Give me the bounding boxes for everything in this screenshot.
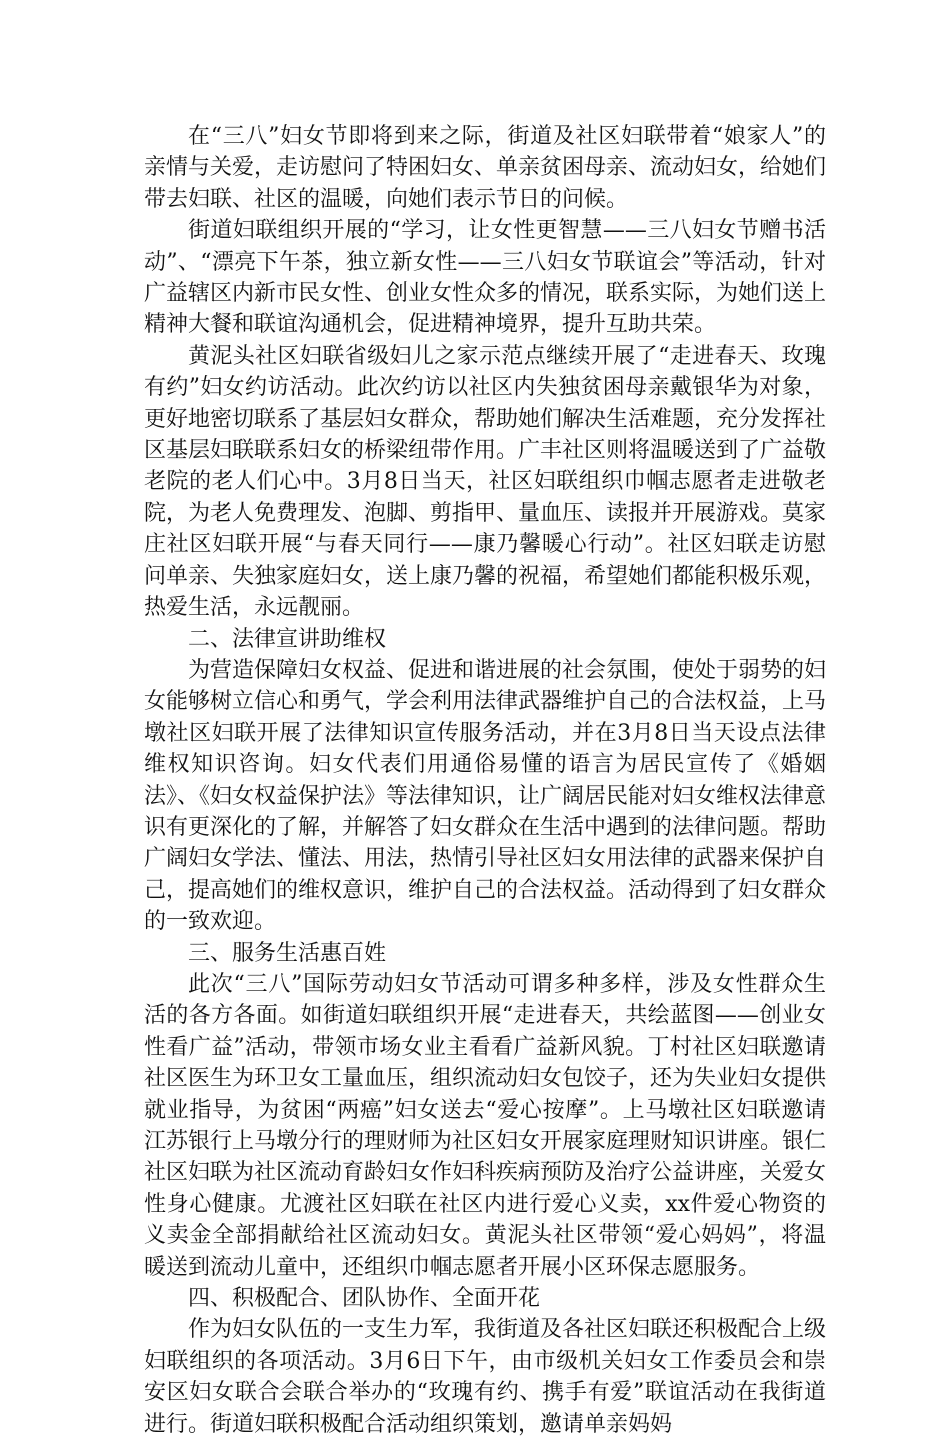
- section-heading-services: 三、服务生活惠百姓: [188, 940, 387, 966]
- document-body: [144, 121, 826, 1440]
- section-heading-cooperation: 四、积极配合、团队协作、全面开花: [188, 1286, 541, 1312]
- paragraph-womens-day-visits: 在“三八”妇女节即将到来之际，街道及社区妇联带着“娘家人”的亲情与关爱，走访慰问了特困妇女、单亲贫困母亲、流动妇女，给她们带去妇联、社区的温暖，向她们表示节日的问候。: [144, 124, 827, 212]
- paragraph-subdistrict-activities: 街道妇联组织开展的“学习，让女性更智慧——三八妇女节赠书活动”、“漂亮下午茶，独立新女性——三八妇女节联谊会”等活动，针对广益辖区内新市民女性、创业女性众多的情况，联系实际，为她们送上精神大餐和联谊沟通机会，促进精神境界，提升互助共荣。: [144, 218, 827, 338]
- paragraph-life-services: 此次“三八”国际劳动妇女节活动可谓多种多样，涉及女性群众生活的各方各面。如街道妇联组织开展“走进春天，共绘蓝图——创业女性看广益”活动，带领市场女业主看看广益新风貌。丁村社区妇联邀请社区医生为环卫女工量血压，组织流动妇女包饺子，还为失业妇女提供就业指导，为贫困“两癌”妇女送去“爱心按摩”。上马墩社区妇联邀请江苏银行上马墩分行的理财师为社区妇女开展家庭理财知识讲座。银仁社区妇联为社区流动育龄妇女作妇科疾病预防及治疗公益讲座，关爱女性身心健康。尤渡社区妇联在社区内进行爱心义卖，xx件爱心物资的义卖金全部捐献给社区流动妇女。黄泥头社区带领“爱心妈妈”，将温暖送到流动儿童中，还组织巾帼志愿者开展小区环保志愿服务。: [144, 971, 827, 1280]
- paragraph-cooperation: 作为妇女队伍的一支生力军，我街道及各社区妇联还积极配合上级妇联组织的各项活动。3月6日下午，由市级机关妇女工作委员会和崇安区妇女联合会联合举办的“玫瑰有约、携手有爱”联谊活动在我街道进行。街道妇联积极配合活动组织策划，邀请单亲妈妈: [144, 1317, 827, 1437]
- paragraph-community-activities: 黄泥头社区妇联省级妇儿之家示范点继续开展了“走进春天、玫瑰有约”妇女约访活动。此次约访以社区内失独贫困母亲戴银华为对象，更好地密切联系了基层妇女群众，帮助她们解决生活难题，充分发挥社区基层妇联联系妇女的桥梁纽带作用。广丰社区则将温暖送到了广益敬老院的老人们心中。3月8日当天，社区妇联组织巾帼志愿者走进敬老院，为老人免费理发、泡脚、剪指甲、量血压、读报并开展游戏。莫家庄社区妇联开展“与春天同行——康乃馨暖心行动”。社区妇联走访慰问单亲、失独家庭妇女，送上康乃馨的祝福，希望她们都能积极乐观，热爱生活，永远靓丽。: [144, 343, 827, 621]
- section-heading-legal: 二、法律宣讲助维权: [188, 626, 387, 652]
- paragraph-legal-services: 为营造保障妇女权益、促进和谐进展的社会氛围，使处于弱势的妇女能够树立信心和勇气，学会利用法律武器维护自己的合法权益，上马墩社区妇联开展了法律知识宣传服务活动，并在3月8日当天设点法律维权知识咨询。妇女代表们用通俗易懂的语言为居民宣传了《婚姻法》、《妇女权益保护法》等法律知识，让广阔居民能对妇女维权法律意识有更深化的了解，并解答了妇女群众在生活中遇到的法律问题。帮助广阔妇女学法、懂法、用法，热情引导社区妇女用法律的武器来保护自己，提高她们的维权意识，维护自己的合法权益。活动得到了妇女群众的一致欢迎。: [144, 657, 827, 935]
